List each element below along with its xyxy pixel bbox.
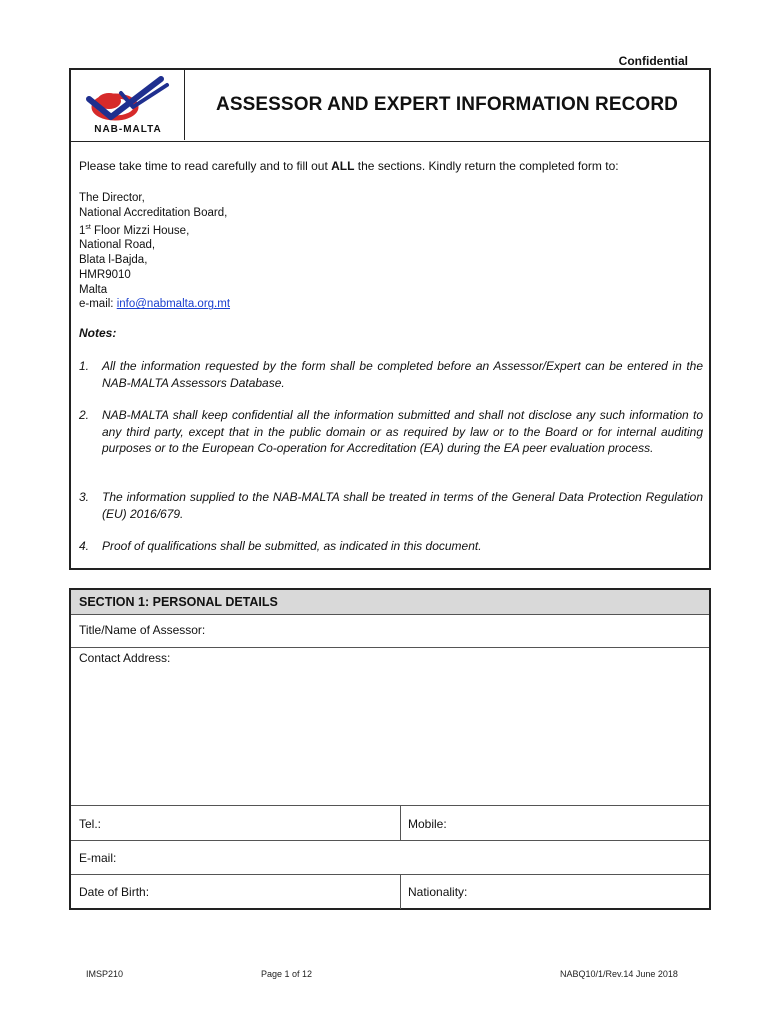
title-name-field[interactable]: Title/Name of Assessor: xyxy=(71,614,709,647)
note-item: 2. NAB-MALTA shall keep confidential all the information submitted and shall not disclose any such information to any third party, except that in the public domain or as required by law or to the Board or for internal auditing purposes or to the European Co-operation for Accreditation (EA) during the EA peer evaluation process. xyxy=(79,408,703,455)
header-row xyxy=(71,70,709,142)
return-address xyxy=(79,191,230,312)
address-line: Malta xyxy=(79,283,108,296)
divider xyxy=(400,806,401,841)
dob-field[interactable]: Date of Birth: xyxy=(79,885,150,899)
footer-revision: NABQ10/1/Rev.14 June 2018 xyxy=(560,969,678,979)
note-item: 3. The information supplied to the NAB-MALTA shall be treated in terms of the General Data Protection Regulation (EU) 2016/679. xyxy=(79,490,703,521)
dob-nationality-row xyxy=(71,874,709,908)
contact-address-field[interactable]: Contact Address: xyxy=(71,647,709,805)
form-title: ASSESSOR AND EXPERT INFORMATION RECORD xyxy=(216,94,678,115)
address-line: 1st Floor Mizzi House, xyxy=(79,223,190,237)
confidential-label: Confidential xyxy=(618,54,688,68)
note-item: 4. Proof of qualifications shall be submitted, as indicated in this document. xyxy=(79,539,482,553)
nationality-field[interactable]: Nationality: xyxy=(408,885,468,899)
email-field[interactable]: E-mail: xyxy=(71,840,709,874)
intro-text: Please take time to read carefully and to fill out ALL the sections. Kindly return the completed form to: xyxy=(79,159,619,173)
address-line: National Road, xyxy=(79,239,156,252)
address-line: Blata l-Bajda, xyxy=(79,254,148,267)
form-header-box xyxy=(69,68,711,570)
address-line: The Director, xyxy=(79,192,145,204)
logo-mark-icon xyxy=(81,73,177,125)
note-item: 1. All the information requested by the form shall be completed before an Assessor/Expert can be entered in the NAB-MALTA Assessors Database. xyxy=(79,359,703,390)
mobile-field[interactable]: Mobile: xyxy=(408,817,447,831)
phone-row xyxy=(71,805,709,840)
address-line: National Accreditation Board, xyxy=(79,206,228,219)
notes-title: Notes: xyxy=(79,326,117,340)
section-personal-details xyxy=(69,588,711,910)
divider xyxy=(400,875,401,909)
logo-text: NAB-MALTA xyxy=(94,124,162,135)
email-line: e-mail: info@nabmalta.org.mt xyxy=(79,298,231,311)
nab-malta-logo xyxy=(71,70,185,140)
footer-doc-code: IMSP210 xyxy=(86,969,124,979)
email-link[interactable]: info@nabmalta.org.mt xyxy=(116,298,231,311)
section-header: SECTION 1: PERSONAL DETAILS xyxy=(71,590,709,614)
footer-page-number: Page 1 of 12 xyxy=(261,969,313,979)
tel-field[interactable]: Tel.: xyxy=(79,817,102,831)
address-line: HMR9010 xyxy=(79,268,131,281)
